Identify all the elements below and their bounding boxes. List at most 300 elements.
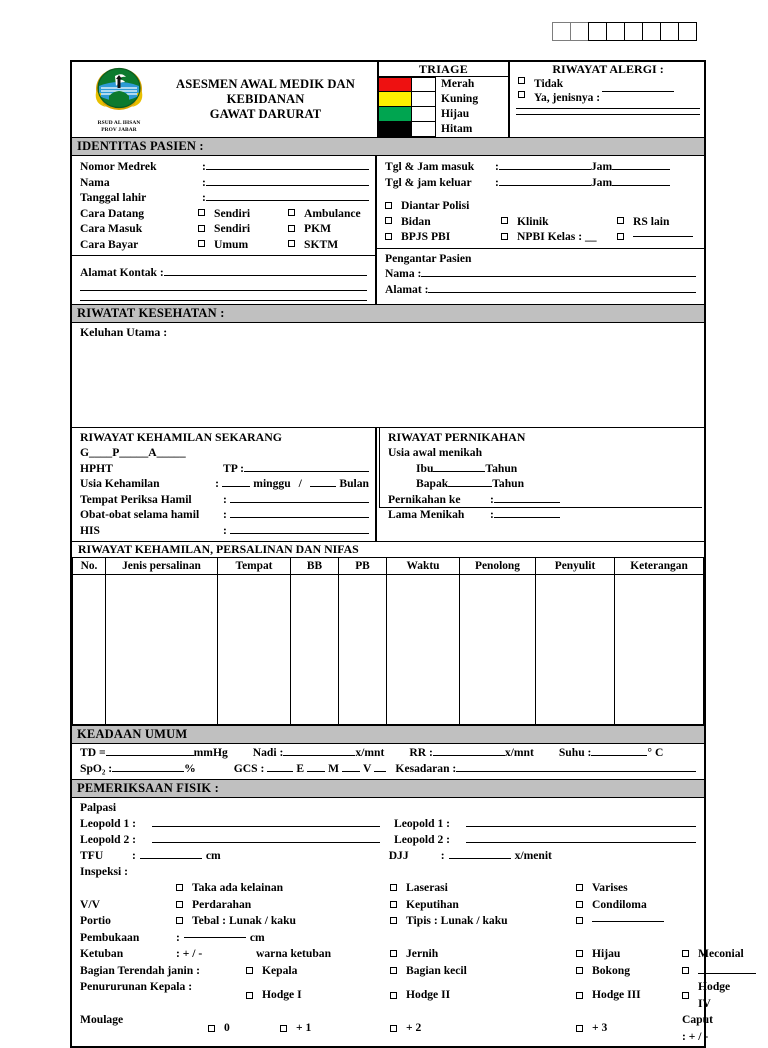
col-keterangan: Keterangan xyxy=(615,558,704,575)
field-tanggal-lahir[interactable]: Tanggal lahir : xyxy=(80,190,369,206)
input-gcs-v[interactable] xyxy=(342,771,360,772)
section-header-keadaan-umum: KEADAAN UMUM xyxy=(72,725,704,744)
option-label: Jernih xyxy=(406,947,439,960)
field-usia-kehamilan[interactable]: Usia Kehamilan : minggu / Bulan xyxy=(80,477,370,490)
allergy-panel xyxy=(508,62,704,137)
input-portio-other[interactable] xyxy=(592,921,664,922)
assessment-form xyxy=(70,60,744,1048)
input-tempat-periksa[interactable] xyxy=(230,502,369,503)
code-box[interactable] xyxy=(660,22,679,41)
input-tgl-masuk[interactable] xyxy=(499,169,591,170)
input-tp[interactable] xyxy=(244,471,369,472)
input-td[interactable] xyxy=(106,755,194,756)
label-cara-masuk: Cara Masuk xyxy=(80,222,143,235)
unit-suhu: ° C xyxy=(647,746,664,759)
code-box[interactable] xyxy=(642,22,661,41)
cell-penyulit[interactable] xyxy=(536,575,615,725)
label-leopold-1-left: Leopold 1 : xyxy=(80,817,137,830)
label-tp: TP : xyxy=(223,461,244,475)
inspeksi-row-2[interactable] xyxy=(80,897,696,914)
col-jenis-persalinan: Jenis persalinan xyxy=(106,558,218,575)
option-taka-ada-kelainan[interactable] xyxy=(176,880,390,897)
option-cara-datang-sendiri[interactable] xyxy=(198,206,288,222)
form-title-line3: GAWAT DARURAT xyxy=(209,107,322,121)
persalinan-table xyxy=(72,557,704,725)
field-gpa[interactable]: G____P_____A_____ xyxy=(80,446,186,459)
input-bagian-other[interactable] xyxy=(698,973,756,974)
cell-tempat[interactable] xyxy=(218,575,291,725)
checkbox-icon[interactable] xyxy=(198,240,205,247)
checkbox-icon[interactable] xyxy=(682,950,689,957)
vitals-row-1[interactable] xyxy=(80,745,696,761)
cell-keterangan[interactable] xyxy=(615,575,704,725)
option-hodge-1[interactable] xyxy=(246,979,390,1012)
option-rs-lain[interactable] xyxy=(617,214,669,230)
checkbox-icon[interactable] xyxy=(198,225,205,232)
label-usia-kehamilan: Usia Kehamilan xyxy=(80,477,160,490)
option-label: + 3 xyxy=(592,1021,608,1035)
checkbox-icon[interactable] xyxy=(385,233,392,240)
field-his[interactable]: HIS : xyxy=(80,523,369,539)
option-label: NPBI Kelas : __ xyxy=(517,230,597,243)
label-gcs-e: E xyxy=(296,762,305,775)
col-waktu: Waktu xyxy=(387,558,460,575)
input-kesadaran[interactable] xyxy=(456,771,696,772)
option-ketuban-meconial[interactable] xyxy=(682,946,744,963)
cell-no[interactable] xyxy=(73,575,106,725)
col-bb: BB xyxy=(291,558,339,575)
checkbox-icon[interactable] xyxy=(288,240,295,247)
option-label: Tipis : Lunak / kaku xyxy=(406,914,508,927)
option-diantar-polisi[interactable] xyxy=(385,198,698,214)
option-label: Umum xyxy=(214,237,249,251)
input-nama[interactable] xyxy=(206,185,369,186)
option-perdarahan[interactable] xyxy=(176,897,390,914)
input-suhu[interactable] xyxy=(591,755,647,756)
input-pembukaan[interactable] xyxy=(184,937,246,938)
row-leopold-2[interactable] xyxy=(80,832,696,848)
field-pernikahan-ke[interactable]: Pernikahan ke : xyxy=(388,492,696,508)
label-rr: RR : xyxy=(409,746,433,759)
unit-djj: x/menit xyxy=(514,849,552,862)
checkbox-icon[interactable] xyxy=(390,992,397,999)
checkbox-icon[interactable] xyxy=(576,1025,583,1032)
label-kesadaran: Kesadaran : xyxy=(395,762,457,775)
label-tgl-jam-masuk: Tgl & Jam masuk xyxy=(385,160,475,173)
checkbox-icon[interactable] xyxy=(576,992,583,999)
checkbox-icon[interactable] xyxy=(246,967,253,974)
label-cara-datang: Cara Datang xyxy=(80,206,145,220)
input-lama-menikah[interactable] xyxy=(494,517,560,518)
triage-row-hijau[interactable] xyxy=(379,107,508,122)
input-gcs-e[interactable] xyxy=(267,771,293,772)
label-ibu: Ibu xyxy=(416,461,434,475)
vitals-row-2[interactable] xyxy=(80,761,696,777)
option-cara-bayar-umum[interactable] xyxy=(198,237,288,253)
checkbox-icon[interactable] xyxy=(390,967,397,974)
allergy-blank-line[interactable] xyxy=(516,114,700,115)
unit-nadi: x/mnt xyxy=(355,746,385,759)
checkbox-icon[interactable] xyxy=(501,217,508,224)
checkbox-icon[interactable] xyxy=(501,233,508,240)
label-bagian-terendah: Bagian Terendah janin : xyxy=(80,963,200,977)
section-header-pemeriksaan-fisik: PEMERIKSAAN FISIK : xyxy=(72,779,704,798)
option-label: RS lain xyxy=(633,214,670,228)
checkbox-icon[interactable] xyxy=(682,992,689,999)
allergy-yes-label: Ya, jenisnya : xyxy=(534,92,601,104)
form-title-line2: KEBIDANAN xyxy=(226,92,305,106)
option-ketuban-jernih[interactable] xyxy=(390,946,576,963)
input-alamat-kontak[interactable] xyxy=(164,275,367,276)
label-gcs: GCS : xyxy=(233,762,265,775)
option-label: + 1 xyxy=(296,1021,312,1035)
triage-label-hitam: Hitam xyxy=(441,123,473,135)
checkbox-icon[interactable] xyxy=(576,884,583,891)
usia-separator: / xyxy=(298,477,302,490)
checkbox-icon[interactable] xyxy=(176,884,183,891)
label-hpht: HPHT xyxy=(80,461,113,475)
input-leopold-2-right[interactable] xyxy=(466,842,696,843)
header-branding xyxy=(72,62,377,137)
input-nadi[interactable] xyxy=(283,755,355,756)
option-hodge-4[interactable] xyxy=(682,979,730,1012)
triage-label-merah: Merah xyxy=(441,78,475,90)
option-varises[interactable] xyxy=(576,880,696,897)
label-jam-masuk: Jam xyxy=(590,160,613,173)
input-usia-bulan[interactable] xyxy=(310,486,336,487)
input-leopold-1-right[interactable] xyxy=(466,826,696,827)
checkbox-icon[interactable] xyxy=(390,950,397,957)
input-tanggal-lahir[interactable] xyxy=(206,200,369,201)
triage-row-hitam[interactable] xyxy=(379,122,508,137)
row-masuk-options[interactable] xyxy=(385,214,698,230)
field-lama-menikah[interactable]: Lama Menikah : xyxy=(388,507,696,523)
label-nomor-medrek: Nomor Medrek xyxy=(80,160,157,173)
label-pengantar-pasien: Pengantar Pasien xyxy=(385,251,472,265)
label-tanggal-lahir: Tanggal lahir xyxy=(80,191,147,204)
inspeksi-row-3[interactable] xyxy=(80,913,696,930)
option-label: + 2 xyxy=(406,1021,422,1035)
input-djj[interactable] xyxy=(449,858,511,859)
field-hpht[interactable] xyxy=(80,461,369,477)
field-tgl-jam-keluar[interactable]: Tgl & jam keluar : Jam xyxy=(385,175,698,191)
unit-pembukaan: cm xyxy=(249,930,265,944)
row-bagian-terendah[interactable] xyxy=(80,963,696,980)
code-box[interactable] xyxy=(678,22,697,41)
triage-swatch-merah xyxy=(379,77,412,92)
unit-minggu: minggu xyxy=(253,477,291,490)
hospital-name-line1: RSUD AL IHSAN xyxy=(97,120,141,126)
checkbox-icon[interactable] xyxy=(198,209,205,216)
option-label: SKTM xyxy=(304,237,339,251)
checkbox-icon[interactable] xyxy=(617,233,624,240)
row-moulage[interactable] xyxy=(80,1012,713,1045)
triage-label-hijau: Hijau xyxy=(441,108,470,120)
checkbox-icon[interactable] xyxy=(390,1025,397,1032)
label-pengantar-alamat: Alamat : xyxy=(385,282,429,296)
input-his[interactable] xyxy=(230,533,369,534)
code-box[interactable] xyxy=(570,22,589,41)
option-bpjs-pbi[interactable] xyxy=(385,229,501,245)
value-ketuban: : + / - xyxy=(176,947,203,960)
checkbox-icon[interactable] xyxy=(390,901,397,908)
option-bayar-other[interactable] xyxy=(617,233,693,241)
pemeriksaan-fisik-section xyxy=(72,798,744,1046)
checkbox-icon[interactable] xyxy=(576,950,583,957)
field-caput[interactable] xyxy=(682,1012,713,1045)
option-portio-tipis[interactable] xyxy=(390,913,576,930)
unit-tahun-bapak: Tahun xyxy=(492,477,525,490)
input-pengantar-alamat[interactable] xyxy=(428,292,696,293)
cell-jenis-persalinan[interactable] xyxy=(106,575,218,725)
allergy-option-yes[interactable] xyxy=(516,91,700,105)
input-gcs-total[interactable] xyxy=(374,771,386,772)
option-laserasi[interactable] xyxy=(390,880,576,897)
input-obat-obat[interactable] xyxy=(230,517,369,518)
keadaan-umum-section xyxy=(72,744,704,779)
option-bidan[interactable] xyxy=(385,214,501,230)
label-gcs-v: V xyxy=(363,762,372,775)
allergy-type-input[interactable] xyxy=(602,91,674,92)
label-keluhan-utama: Keluhan Utama : xyxy=(80,324,168,339)
option-label: Perdarahan xyxy=(192,897,252,911)
option-kepala[interactable] xyxy=(246,963,390,980)
option-label: Tebal : Lunak / kaku xyxy=(192,914,296,927)
option-label: Hodge III xyxy=(592,988,641,1002)
option-keputihan[interactable] xyxy=(390,897,576,914)
inspeksi-row-1[interactable] xyxy=(80,880,696,897)
input-gcs-m[interactable] xyxy=(307,771,325,772)
label-td: TD = xyxy=(80,746,106,759)
allergy-option-none[interactable] xyxy=(516,77,700,91)
option-cara-masuk-pkm[interactable] xyxy=(288,221,331,237)
option-portio-other[interactable] xyxy=(576,913,696,930)
input-leopold-1-left[interactable] xyxy=(152,826,380,827)
unit-spo2: % xyxy=(184,762,196,775)
field-nomor-medrek[interactable]: Nomor Medrek : xyxy=(80,159,369,175)
field-nama[interactable]: Nama : xyxy=(80,175,369,191)
allergy-extra-line-2[interactable] xyxy=(516,109,700,115)
field-pembukaan[interactable]: : cm xyxy=(176,930,390,947)
row-penurunan-kepala[interactable] xyxy=(80,979,731,1012)
input-alamat-kontak-line2[interactable] xyxy=(80,290,367,291)
triage-check-kuning[interactable] xyxy=(412,92,436,107)
checkbox-icon[interactable] xyxy=(208,1025,215,1032)
input-rr[interactable] xyxy=(433,755,505,756)
row-leopold-1[interactable] xyxy=(80,816,696,832)
input-tgl-keluar[interactable] xyxy=(499,185,591,186)
field-cara-masuk[interactable] xyxy=(80,221,369,237)
option-cara-bayar-sktm[interactable] xyxy=(288,237,338,253)
option-label: Meconial xyxy=(698,947,744,960)
option-cara-masuk-sendiri[interactable] xyxy=(198,221,288,237)
checkbox-icon[interactable] xyxy=(617,217,624,224)
label-jam-keluar: Jam xyxy=(590,175,613,189)
label-suhu: Suhu : xyxy=(558,746,592,759)
section-header-riwayat-kesehatan: RIWATAT KESEHATAN : xyxy=(72,304,704,323)
input-pengantar-nama[interactable] xyxy=(421,276,696,277)
option-klinik[interactable] xyxy=(501,214,617,230)
field-cara-bayar[interactable] xyxy=(80,237,369,253)
label-caput: Caput : + / - xyxy=(682,1013,713,1043)
allergy-title: RIWAYAT ALERGI : xyxy=(552,62,664,76)
identitas-section xyxy=(72,156,704,304)
code-box[interactable] xyxy=(552,22,571,41)
triage-swatch-hitam xyxy=(379,122,412,137)
row-pembukaan[interactable] xyxy=(80,930,696,947)
allergy-blank-line[interactable] xyxy=(516,108,700,109)
checkbox-icon[interactable] xyxy=(288,225,295,232)
input-jam-masuk[interactable] xyxy=(612,169,670,170)
field-keluhan-utama[interactable] xyxy=(72,323,704,427)
patient-code-boxes[interactable] xyxy=(552,22,696,41)
cell-pb[interactable] xyxy=(339,575,387,725)
cell-penolong[interactable] xyxy=(460,575,536,725)
col-pb: PB xyxy=(339,558,387,575)
option-cara-datang-ambulance[interactable] xyxy=(288,206,361,222)
field-tempat-periksa[interactable]: Tempat Periksa Hamil : xyxy=(80,492,369,508)
checkbox-icon[interactable] xyxy=(576,901,583,908)
input-usia-bapak[interactable] xyxy=(448,486,492,487)
option-label: Hijau xyxy=(592,947,621,960)
option-label: PKM xyxy=(304,222,332,235)
input-tfu[interactable] xyxy=(140,858,202,859)
option-bagian-kecil[interactable] xyxy=(390,963,576,980)
checkbox-icon[interactable] xyxy=(385,202,392,209)
checkbox-icon[interactable] xyxy=(390,917,397,924)
option-condiloma[interactable] xyxy=(576,897,696,914)
row-bayar-options[interactable] xyxy=(385,229,698,245)
unit-rr: x/mnt xyxy=(504,746,534,759)
table-header-row xyxy=(73,558,704,575)
form-title xyxy=(160,77,375,122)
field-tgl-jam-masuk[interactable]: Tgl & Jam masuk : Jam xyxy=(385,159,698,175)
option-label: Klinik xyxy=(517,214,549,228)
option-label: 0 xyxy=(224,1021,230,1035)
field-usia-bapak[interactable] xyxy=(388,476,696,492)
option-npbi-kelas[interactable] xyxy=(501,229,617,245)
code-box[interactable] xyxy=(624,22,643,41)
field-pengantar-nama[interactable] xyxy=(385,266,696,282)
option-moulage-1[interactable] xyxy=(280,1012,390,1045)
option-moulage-2[interactable] xyxy=(390,1012,576,1045)
checkbox-icon[interactable] xyxy=(682,967,689,974)
option-label: Sendiri xyxy=(214,222,251,235)
code-box[interactable] xyxy=(588,22,607,41)
label-bapak: Bapak xyxy=(416,477,449,490)
option-bagian-other[interactable] xyxy=(682,963,756,980)
option-label: Hodge IV xyxy=(698,980,731,1010)
table-row[interactable] xyxy=(73,575,704,725)
section-header-identitas: IDENTITAS PASIEN : xyxy=(72,137,704,156)
checkbox-icon[interactable] xyxy=(390,884,397,891)
option-moulage-0[interactable] xyxy=(208,1012,280,1045)
checkbox-icon[interactable] xyxy=(576,967,583,974)
input-jam-keluar[interactable] xyxy=(612,185,670,186)
row-ketuban[interactable] xyxy=(80,946,744,963)
option-moulage-3[interactable] xyxy=(576,1012,682,1045)
label-usia-awal-menikah: Usia awal menikah xyxy=(388,446,483,459)
checkbox-icon[interactable] xyxy=(576,917,583,924)
field-obat-obat[interactable]: Obat-obat selama hamil : xyxy=(80,507,369,523)
input-pernikahan-ke[interactable] xyxy=(494,502,560,503)
label-tempat-periksa: Tempat Periksa Hamil xyxy=(80,492,192,506)
option-label: Bagian kecil xyxy=(406,963,467,977)
west-java-emblem-icon xyxy=(93,66,145,114)
input-bayar-other[interactable] xyxy=(633,236,693,237)
label-djj: DJJ xyxy=(388,849,409,862)
triage-check-merah[interactable] xyxy=(412,77,436,92)
option-portio-tebal[interactable] xyxy=(176,913,390,930)
label-nama: Nama xyxy=(80,175,110,189)
option-label: Laserasi xyxy=(406,881,448,894)
option-row[interactable] xyxy=(385,198,469,214)
option-ketuban-hijau[interactable] xyxy=(576,946,682,963)
allergy-extra-line-1[interactable] xyxy=(516,105,700,109)
option-label: Varises xyxy=(592,881,628,894)
checkbox-icon[interactable] xyxy=(280,1025,287,1032)
field-usia-ibu[interactable] xyxy=(388,461,696,477)
option-bokong[interactable] xyxy=(576,963,682,980)
triage-panel xyxy=(377,62,508,137)
cell-bb[interactable] xyxy=(291,575,339,725)
code-box[interactable] xyxy=(606,22,625,41)
form-title-line1: ASESMEN AWAL MEDIK DAN xyxy=(176,77,355,91)
label-warna-ketuban: warna ketuban xyxy=(256,947,332,960)
checkbox-icon[interactable] xyxy=(176,917,183,924)
option-label: Hodge I xyxy=(262,988,302,1002)
field-cara-datang[interactable] xyxy=(80,206,369,222)
col-penolong: Penolong xyxy=(460,558,536,575)
unit-mmhg: mmHg xyxy=(193,746,228,759)
input-usia-ibu[interactable] xyxy=(433,471,485,472)
triage-check-hitam[interactable] xyxy=(412,122,436,137)
checkbox-icon[interactable] xyxy=(288,209,295,216)
checkbox-icon[interactable] xyxy=(518,77,525,84)
row-tfu-djj[interactable]: TFU : cm DJJ : x/menit xyxy=(80,849,552,862)
triage-row-kuning[interactable] xyxy=(379,92,508,107)
input-usia-minggu[interactable] xyxy=(222,486,250,487)
input-nomor-medrek[interactable] xyxy=(206,169,369,170)
form-header xyxy=(72,62,704,137)
label-inspeksi: Inspeksi : xyxy=(80,865,129,878)
option-label: Bokong xyxy=(592,963,631,977)
field-ketuban-value[interactable] xyxy=(176,946,390,963)
label-pengantar-nama: Nama : xyxy=(385,267,422,280)
label-penurunan-kepala: Penururunan Kepala : xyxy=(80,980,193,993)
checkbox-icon[interactable] xyxy=(176,901,183,908)
cell-waktu[interactable] xyxy=(387,575,460,725)
input-alamat-kontak-line3[interactable] xyxy=(80,300,367,301)
field-pengantar-alamat[interactable] xyxy=(385,282,696,298)
triage-row-merah[interactable] xyxy=(379,77,508,92)
triage-swatch-hijau xyxy=(379,107,412,122)
triage-check-hijau[interactable] xyxy=(412,107,436,122)
label-his: HIS xyxy=(80,523,100,537)
triage-title: TRIAGE xyxy=(379,62,508,77)
label-moulage: Moulage xyxy=(80,1013,124,1026)
checkbox-icon[interactable] xyxy=(518,91,525,98)
option-hodge-3[interactable] xyxy=(576,979,682,1012)
label-pernikahan-ke: Pernikahan ke xyxy=(388,492,461,506)
option-hodge-2[interactable] xyxy=(390,979,576,1012)
checkbox-icon[interactable] xyxy=(246,992,253,999)
field-alamat-kontak[interactable] xyxy=(72,255,375,304)
input-spo2[interactable] xyxy=(112,771,184,772)
checkbox-icon[interactable] xyxy=(385,217,392,224)
input-leopold-2-left[interactable] xyxy=(152,842,380,843)
label-vv: V/V xyxy=(80,897,100,911)
